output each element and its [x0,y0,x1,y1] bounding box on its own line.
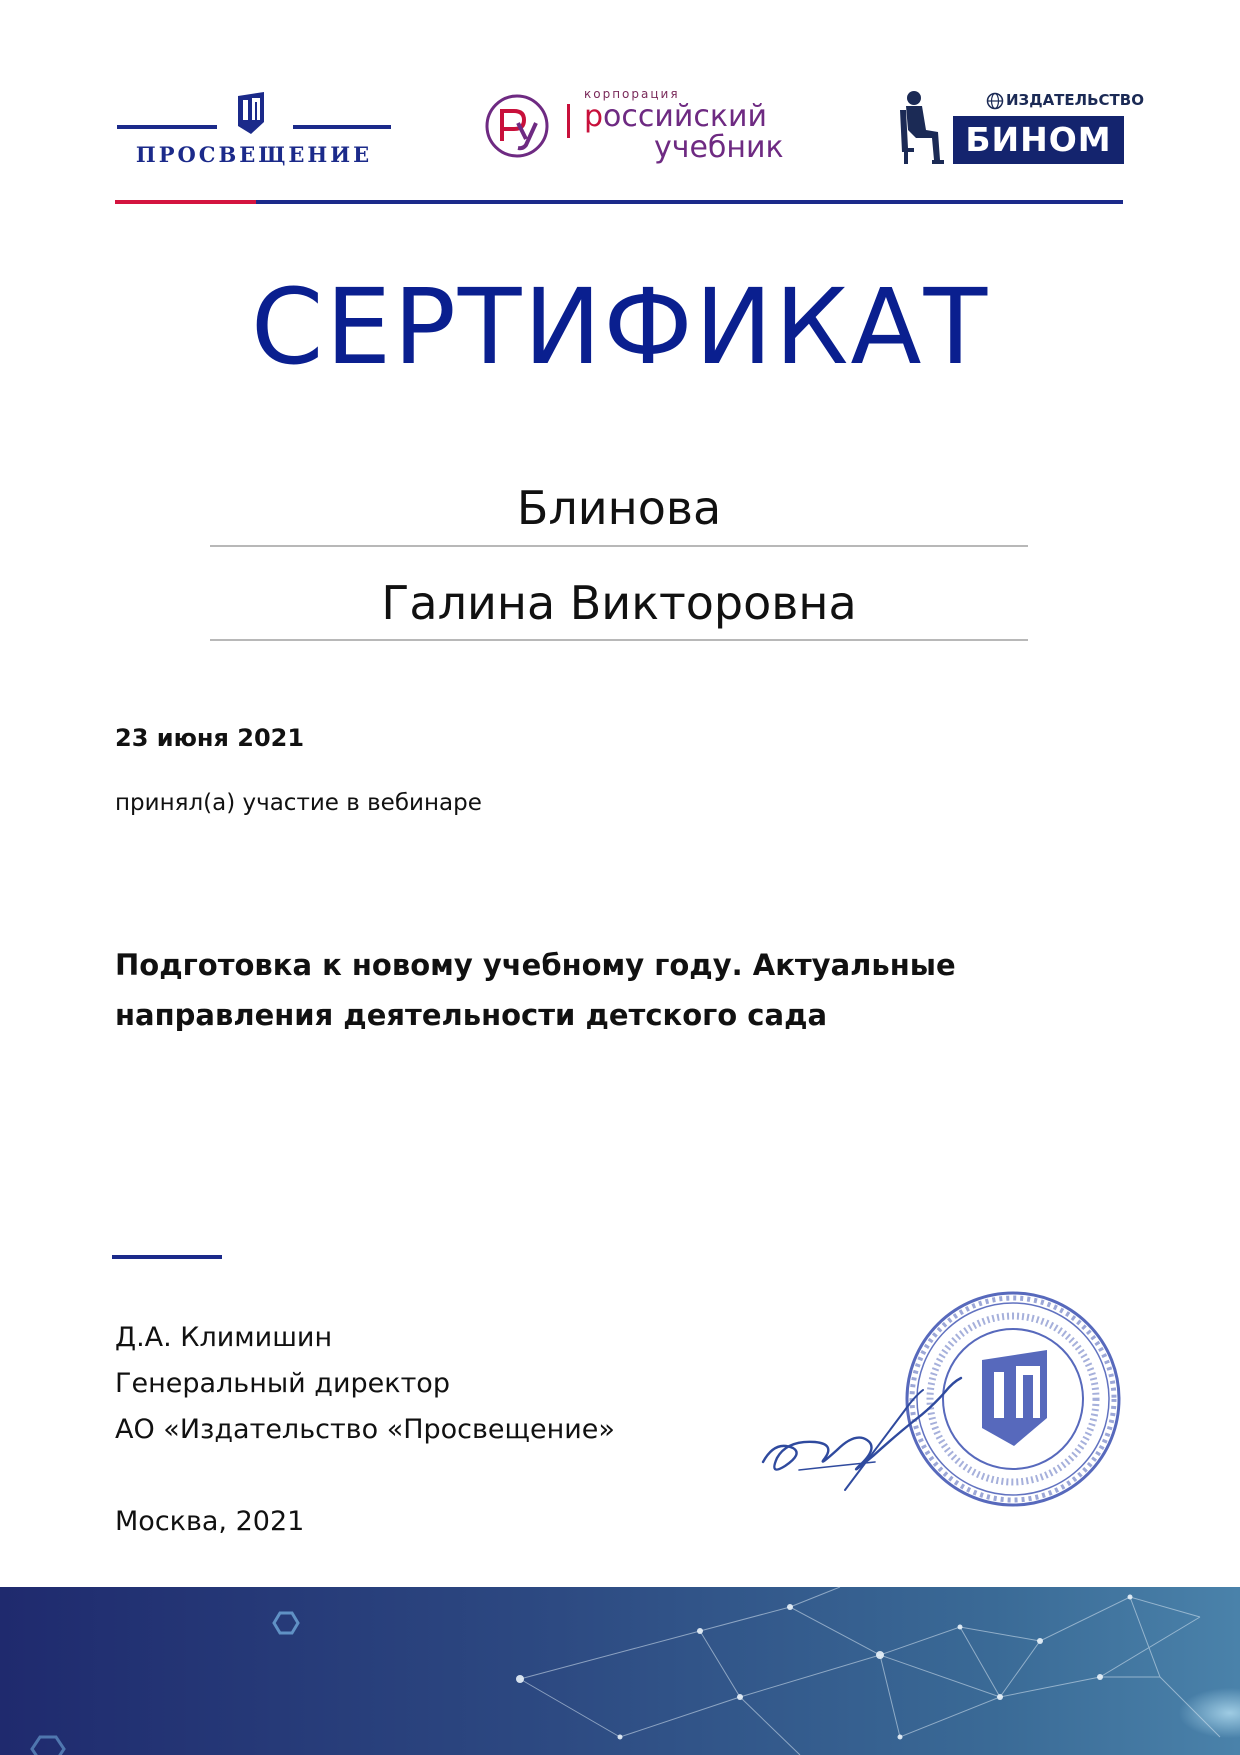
ru-logo-line2: учебник [654,130,784,165]
recipient-surname: Блинова [516,481,722,535]
signer-name: Д.А. Климишин [115,1322,333,1353]
surname-underline [210,545,1028,547]
signer-organization: АО «Издательство «Просвещение» [115,1414,615,1445]
russian-textbook-logo [484,87,814,165]
binom-publisher-label: ИЗДАТЕЛЬСТВО [1006,91,1144,109]
signer-title: Генеральный директор [115,1368,450,1399]
participation-text: принял(а) участие в вебинаре [115,790,482,816]
certificate-title: СЕРТИФИКАТ [250,266,990,388]
ru-circle-icon [484,93,550,159]
webinar-title-line1: Подготовка к новому учебному году. Актуальные [115,948,956,982]
handwritten-signature-icon [755,1370,975,1500]
prosveshchenie-logo [114,88,394,170]
ru-logo-small-text: корпорация [584,87,680,101]
place-and-year: Москва, 2021 [115,1506,305,1537]
webinar-title [115,940,1115,1040]
seated-figure-icon [894,90,946,166]
webinar-title-line2: направления деятельности детского сада [115,998,828,1032]
binom-logo [894,90,1144,170]
header-divider [115,200,1123,204]
prosveshchenie-logo-text: ПРОСВЕЩЕНИЕ [135,142,373,167]
recipient-given-names: Галина Викторовна [381,576,857,630]
decorative-network-band [0,1587,1240,1755]
given-names-underline [210,639,1028,641]
binom-name-box: БИНОМ [953,116,1124,164]
ru-logo-line1: российский [584,99,767,134]
signature-dash [112,1255,222,1259]
event-date: 23 июня 2021 [115,724,305,752]
